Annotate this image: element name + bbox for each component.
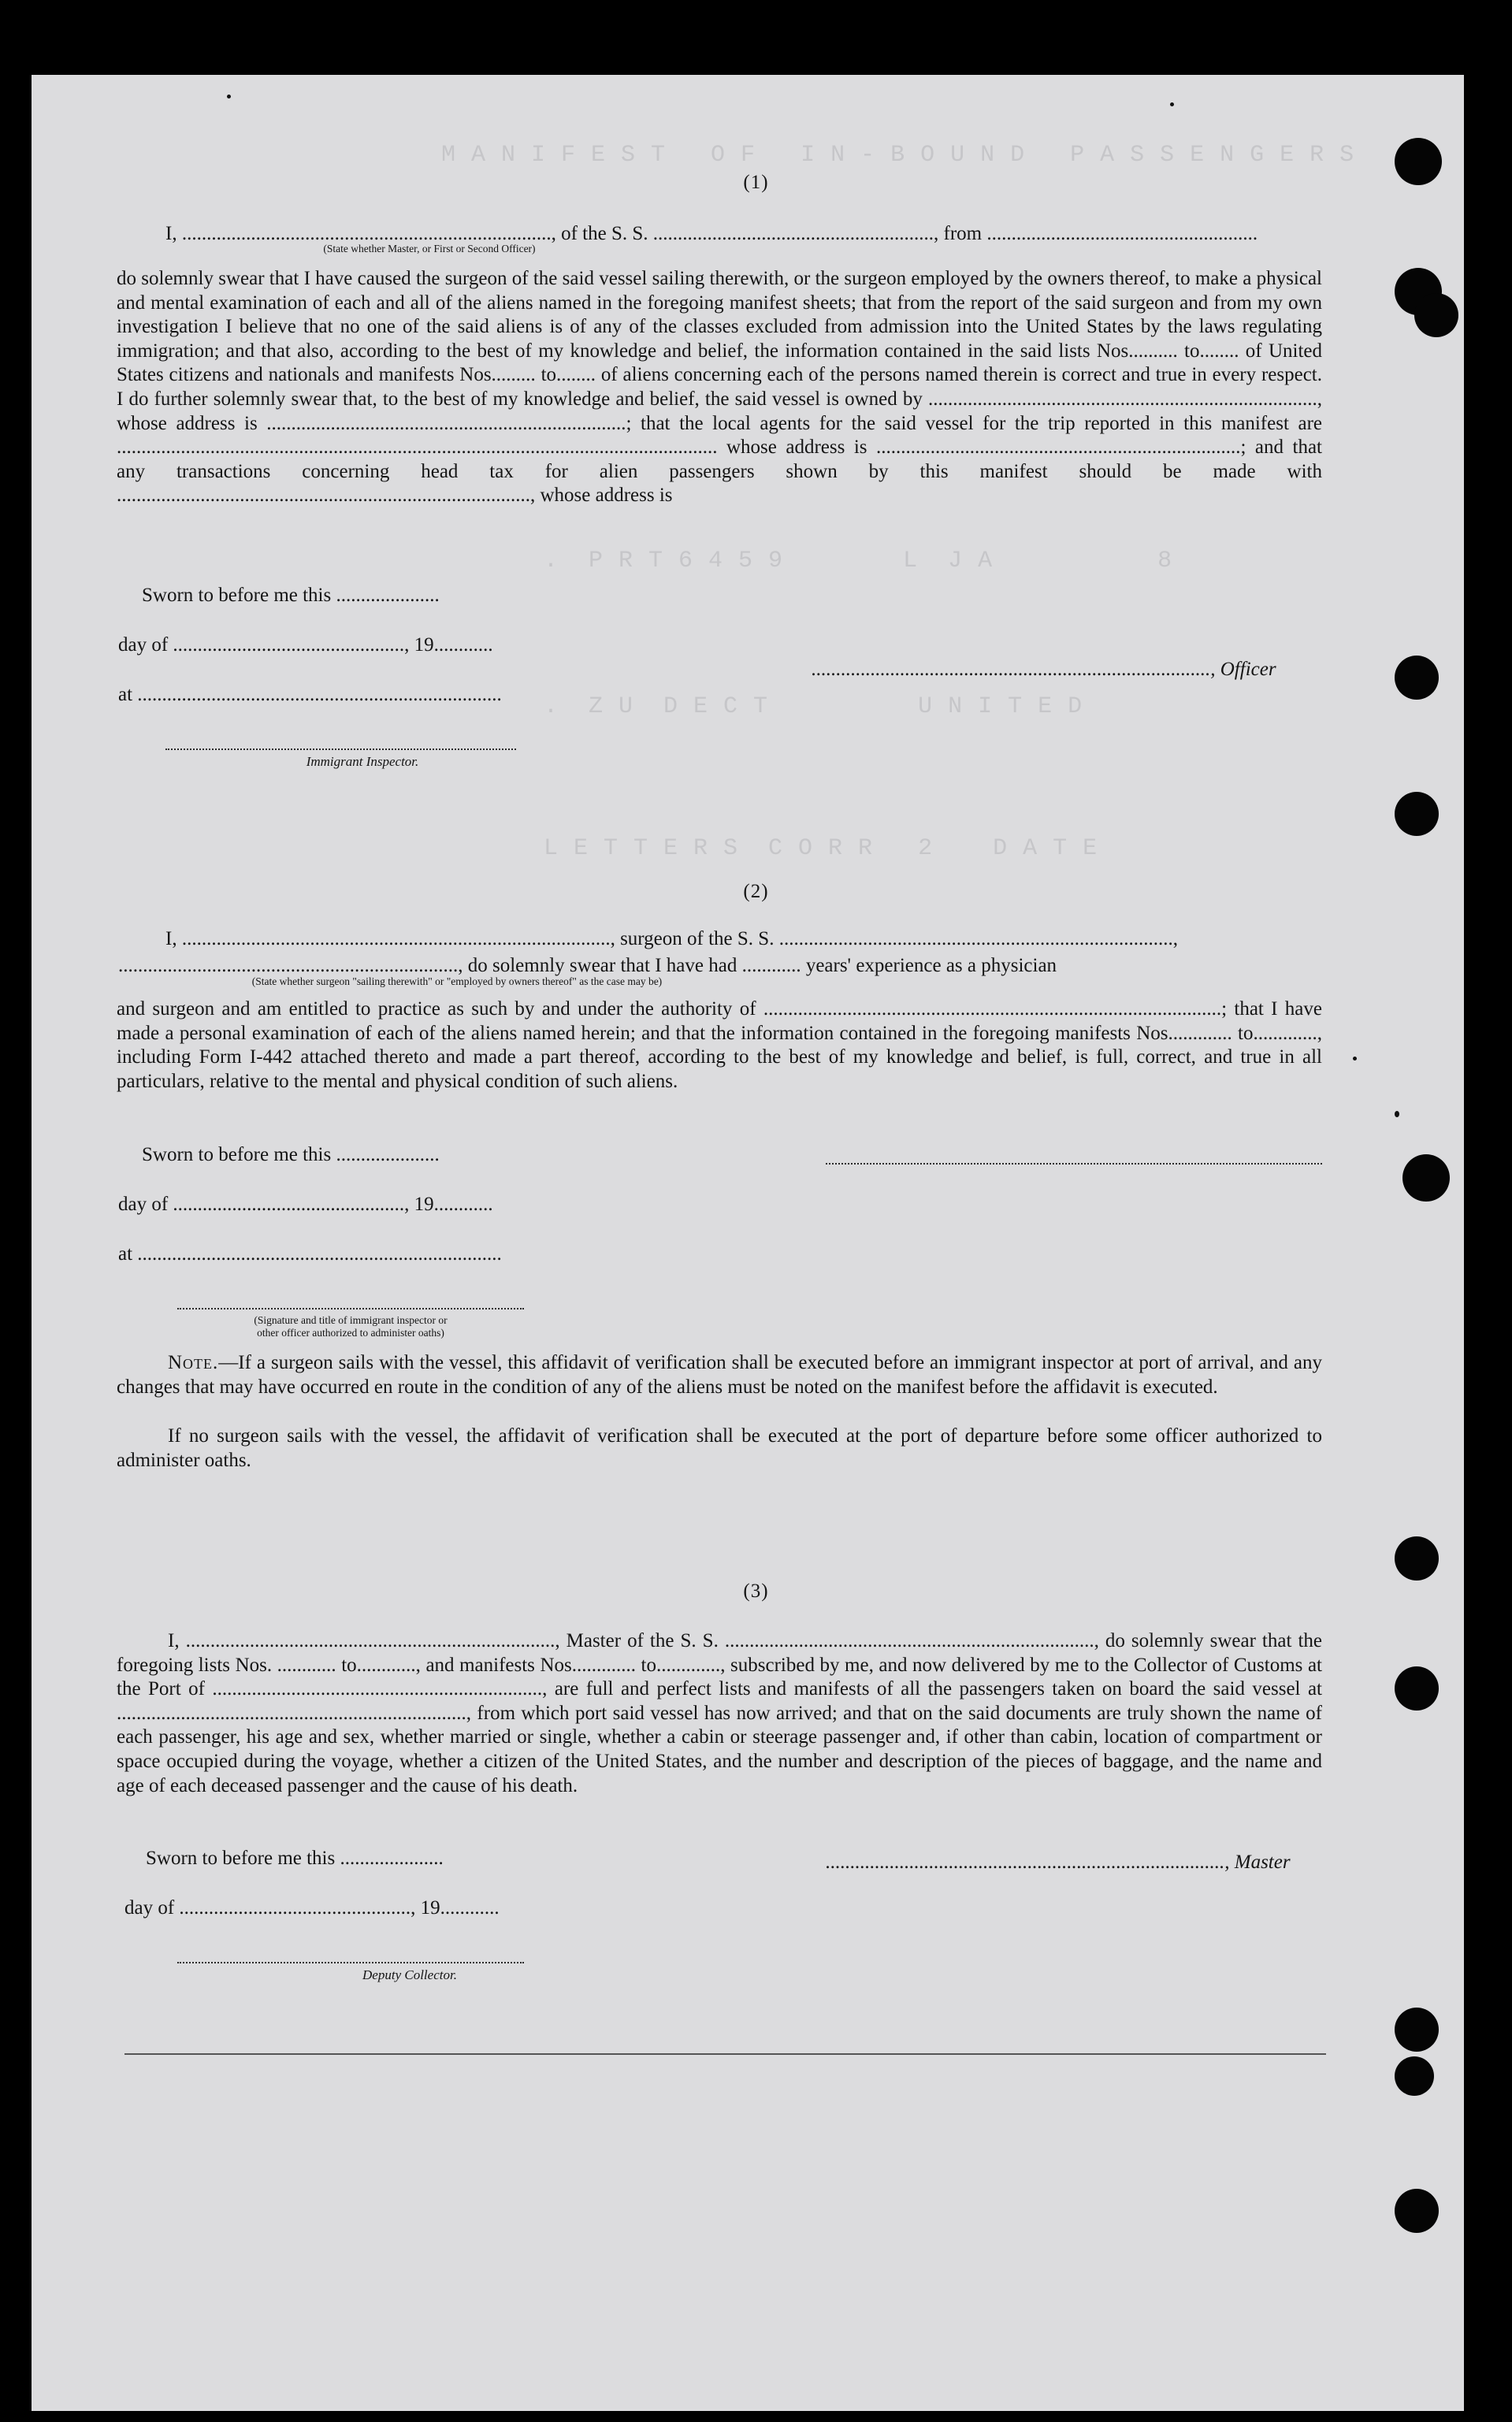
note-paragraph — [117, 1351, 1322, 1399]
section2-body: and surgeon and am entitled to practice as such by and under the authority of .............................................................................................; that I have made a personal examination of each of the aliens named herein; and that the information contained in the foregoing manifests Nos............. to............., including Form I-442 attached thereto and made a part thereof, according to the best of my knowledge and belief, is full, correct, and true in all particulars, relative to the mental and physical condition of such aliens. — [117, 998, 1322, 1092]
punch-hole — [1395, 1536, 1439, 1581]
note-paragraph-2 — [117, 1425, 1322, 1473]
day-line: day of ..............................................., 19............ — [118, 634, 493, 656]
section2-first-line: I, ......................................................................................., surgeon of the S. S. ................................................................................, — [165, 928, 1178, 949]
section-number: (3) — [743, 1581, 769, 1602]
at-line: at .......................................................................... — [118, 1243, 502, 1265]
surgeon-caption: (State whether surgeon "sailing therewith" or "employed by owners thereof" as the case may be) — [251, 975, 663, 987]
speck — [1395, 1111, 1399, 1117]
bleed-through: . P R T 6 4 5 9 L J A 8 — [544, 548, 1173, 574]
day-line: day of ..............................................., 19............ — [124, 1897, 500, 1919]
punch-hole — [1395, 2056, 1434, 2096]
day-line: day of ..............................................., 19............ — [118, 1194, 493, 1215]
note-text-2: If no surgeon sails with the vessel, the affidavit of verification shall be executed at the port of departure before some officer authorized to administer oaths. — [117, 1425, 1322, 1471]
sworn-line: Sworn to before me this ..................... — [142, 585, 440, 606]
officer-caption: (State whether Master, or First or Second Officer) — [323, 243, 536, 254]
master-signature-line: ................................................................................., Master — [826, 1852, 1291, 1873]
note-label: Note. — [168, 1352, 219, 1373]
section-number: (2) — [743, 881, 769, 902]
note-text: —If a surgeon sails with the vessel, this affidavit of verification shall be executed before an immigrant inspector at port of arrival, and any changes that may have occurred en route in the condition of any of the aliens must be noted on the manifest before the affidavit is executed. — [117, 1352, 1322, 1398]
section-number: (1) — [743, 172, 769, 193]
section3-text: I, ..........................................................................., Master of the S. S. ..........................................................................., do solemnly swear that the foregoing lists Nos. ............ to............, and manifests Nos............. to............., subscribed by me, and now delivered by me to the Collector of Customs at the Port of ..................................................................., are full and perfect lists and manifests of all the passengers taken on board the said vessel at ......................................................................., from which port said vessel has now arrived; and that on the said documents are truly shown the name of each passenger, his age and sex, whether married or single, whether a cabin or steerage passenger and, if other than cabin, location of compartment or space occupied during the voyage, whether a citizen of the United States, and the number and description of the pieces of baggage, and the name and age of each deceased passenger and the cause of his death. — [117, 1630, 1322, 1796]
bleed-through: . Z U D E C T U N I T E D — [544, 693, 1083, 720]
at-line: at .......................................................................... — [118, 684, 502, 705]
inspector-signature-line — [177, 1308, 524, 1309]
bottom-rule — [124, 2053, 1326, 2055]
officer-signature-line: ................................................................................., Officer — [812, 659, 1276, 680]
bleed-through: L E T T E R S C O R R 2 D A T E — [544, 835, 1098, 862]
speck — [1170, 102, 1174, 106]
speck — [227, 95, 231, 98]
sworn-line: Sworn to before me this ..................... — [146, 1848, 444, 1869]
punch-hole — [1414, 293, 1458, 337]
sworn-line: Sworn to before me this ..................... — [142, 1144, 440, 1165]
bleed-through: M A N I F E S T O F I N - B O U N D P A S S E N G E R S — [441, 142, 1355, 169]
signature-caption: (Signature and title of immigrant inspector or — [254, 1314, 448, 1326]
inspector-caption: Immigrant Inspector. — [306, 754, 419, 769]
section1-first-line: I, ..........................................................................., of the S. S. ........................................................., from ....................................................... — [165, 223, 1258, 244]
punch-hole — [1395, 2189, 1439, 2233]
punch-hole — [1395, 2008, 1439, 2052]
punch-hole — [1402, 1154, 1450, 1202]
punch-hole — [1395, 656, 1439, 700]
section3-body — [117, 1629, 1322, 1798]
speck — [1353, 1057, 1357, 1061]
signature-caption: other officer authorized to administer oaths) — [257, 1327, 444, 1339]
surgeon-signature-line — [826, 1163, 1322, 1165]
inspector-signature-line — [165, 749, 516, 750]
punch-hole — [1395, 1666, 1439, 1711]
section2-second-line: ....................................................................., do solemnly swear that I have had ............ years' experience as a physician — [118, 955, 1057, 976]
section1-body: do solemnly swear that I have caused the surgeon of the said vessel sailing therewith, or the surgeon employed by the owners thereof, to make a physical and mental examination of each and all of the aliens named in the foregoing manifest sheets; that from the report of the said surgeon and from my own investigation I believe that no one of the said aliens is of any of the classes excluded from admission into the United States by the laws regulating immigration; and that also, according to the best of my knowledge and belief, the information contained in the said lists Nos.......... to........ of United States citizens and nationals and manifests Nos......... to........ of aliens concerning each of the persons named therein is correct and true in every respect. I do further solemnly swear that, to the best of my knowledge and belief, the said vessel is owned by ..............................................................................., whose address is .........................................................................; that the local agents for the said vessel for the trip reported in this manifest are .......................................................................................................................... whose address is ..........................................................................; and that any transactions concerning head tax for alien passengers shown by this manifest should be made with ...................................................................................., whose address is — [117, 268, 1322, 507]
collector-caption: Deputy Collector. — [362, 1967, 457, 1982]
collector-signature-line — [177, 1962, 524, 1963]
punch-hole — [1395, 792, 1439, 836]
